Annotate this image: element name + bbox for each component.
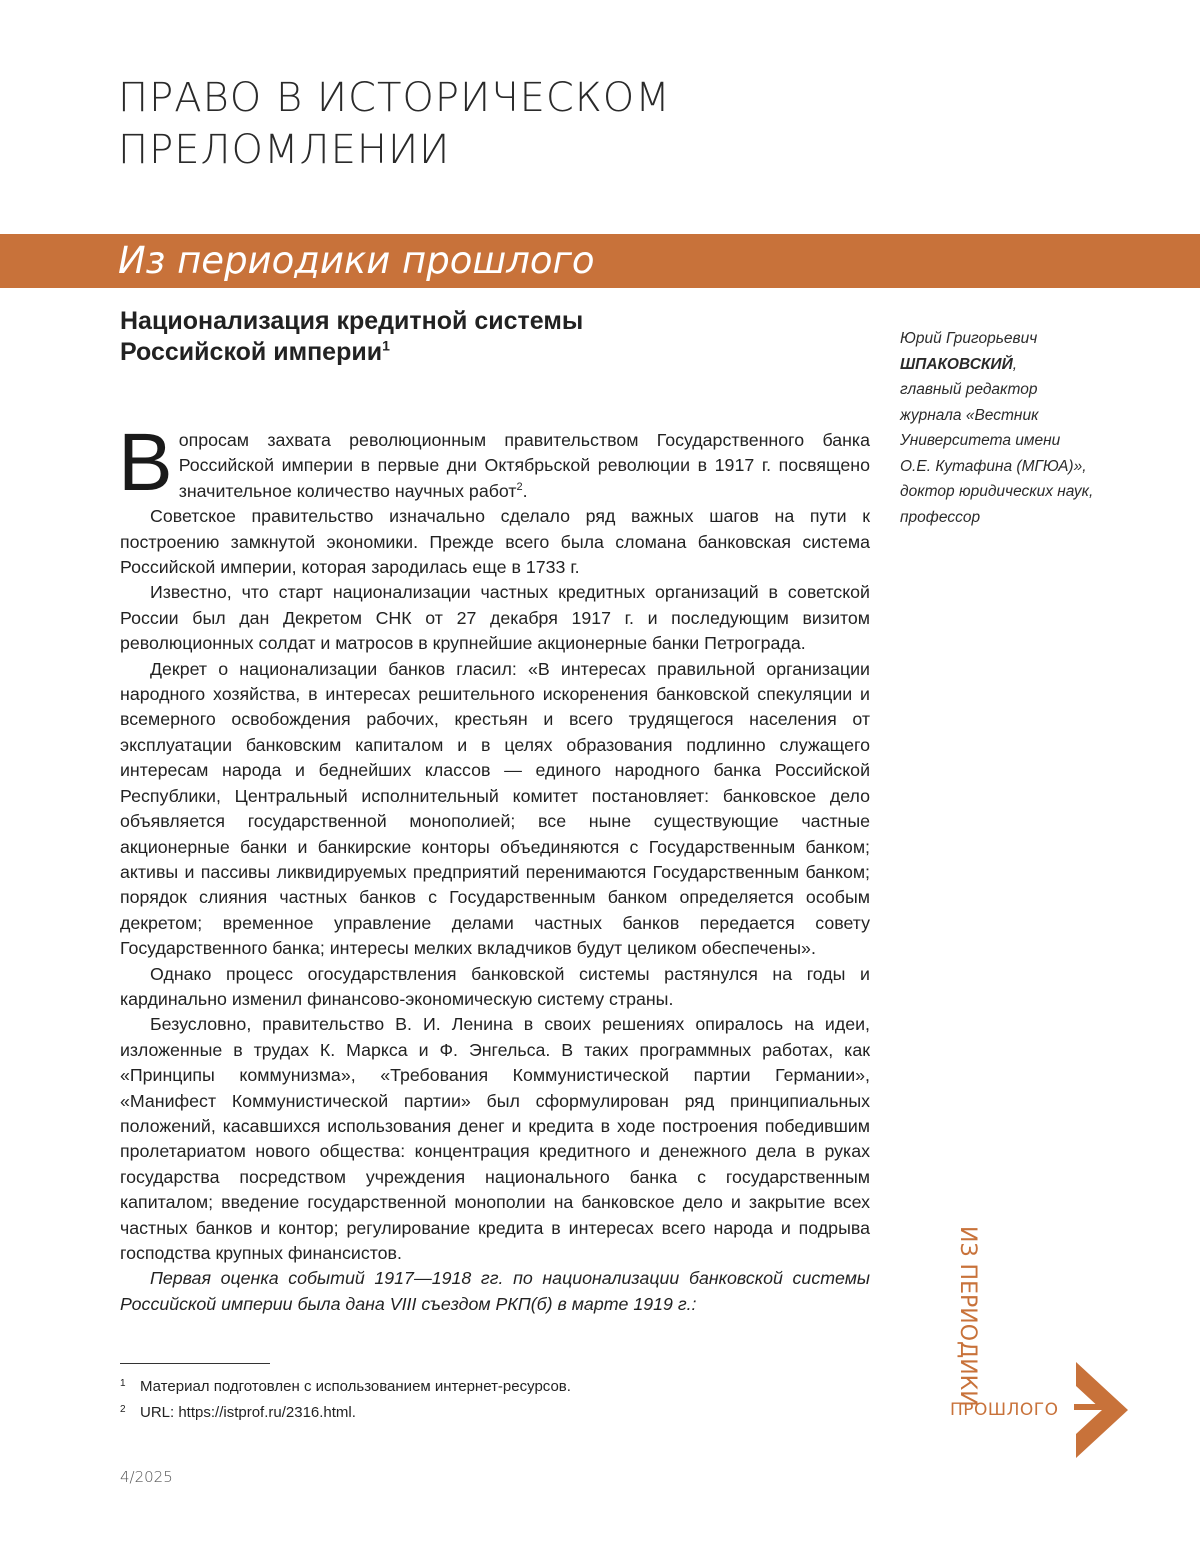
paragraph-1-end: . [522,480,528,501]
author-surname-suffix: , [1012,355,1018,373]
footnote-2 [120,1400,860,1426]
side-tab-vertical-label: ИЗ ПЕРИОДИКИ [955,1226,980,1407]
author-block [900,326,1130,530]
author-title: профессор [900,508,981,526]
paragraph-4: Декрет о национализации банков гласил: «В интересах правильной организации народного хозяйства, в интересах решительного искоренения банковской спекуляции и всемерного освобождения рабочих, крестьян и всего трудящегося населения от эксплуатации банковским капиталом и в целях образования подлинно служащего интересам народа и беднейших классов — единого народного банка Российской Республики, Центральный исполнительный комитет постановляет: банковское дело объявляется государственной монополией; все ныне существующие частные акционерные банки и банкирские конторы объединяются с Государственным банком; активы и пассивы ликвидируемых предприятий перенимаются Государственным банком; порядок слияния частных банков с Государственным банком определяется особым декретом; временное управление делами частных банков передается совету Государственного банка; интересы мелких вкладчиков будут целиком обеспечены». [120,658,870,959]
issue-number: 4/2025 [120,1468,173,1486]
paragraph-6: Безусловно, правительство В. И. Ленина в своих решениях опиралось на идеи, изложенные в трудах К. Маркса и Ф. Энгельса. В таких программных работах, как «Принципы коммунизма», «Требования Коммунистической партии Германии», «Манифест Коммунистической партии» был сформулирован ряд принципиальных положений, касавшихся использования денег и кредита в ходе построения победившим пролетариатом нового общества: концентрация кредитного и денежного дела в руках государства посредством учреждения национального банка с государственным капиталом; введение государственной монополии на банковское дело и закрытие всех частных банков и контор; регулирование кредита в интересах всего народа и подрыва господства крупных финансистов. [120,1014,870,1263]
author-surname: ШПАКОВСКИЙ [900,355,1013,373]
footnote-number: 1 [120,1378,126,1389]
journal-title-line1: ПРАВО В ИСТОРИЧЕСКОМ [118,75,671,121]
footnote-text: Материал подготовлен с использованием интернет-ресурсов. [140,1378,571,1395]
author-degree: доктор юридических наук, [900,483,1094,500]
drop-cap: В [118,417,173,508]
article-title-line1: Национализация кредитной системы [120,307,584,335]
author-surname-line [900,356,1017,373]
footnote-url[interactable]: URL: https://istprof.ru/2316.html. [140,1404,356,1421]
author-journal: журнала «Вестник [900,406,1039,424]
paragraph-1 [118,417,870,508]
paragraph-2: Советское правительство изначально сделало ряд важных шагов на пути к построению замкнутой экономики. Прежде всего была сломана банковская система Российской империи, которая зародилась еще в 1733 г. [120,506,870,578]
side-tab-vertical [952,1226,982,1407]
arrow-right-icon [1074,1360,1130,1460]
paragraph-1-text: опросам захвата революционным правительством Государственного банка Российской империи в первые дни Октябрьской революции в 1917 г. посвящено значительное количество научных работ [178,430,870,501]
author-university-name: О.Е. Кутафина (МГЮА)», [900,457,1087,475]
paragraph-5: Однако процесс огосударствления банковской системы растянулся на годы и кардинально изменил финансово-экономическую систему страны. [120,963,870,1009]
author-university: Университета имени [900,432,1061,449]
author-position: главный редактор [900,381,1038,398]
journal-title [118,72,671,176]
footnote-number: 2 [120,1404,126,1415]
footnote-divider [120,1363,270,1364]
article-body [118,417,870,1317]
footnote-ref-2[interactable]: 2 [516,480,523,493]
footnote-1 [120,1374,860,1400]
paragraph-3: Известно, что старт национализации частных кредитных организаций в советской России был дан Декретом СНК от 27 декабря 1917 г. и последующим визитом революционных солдат и матросов в крупнейшие акционерные банки Петрограда. [120,582,870,654]
section-label: Из периодики прошлого [118,239,595,282]
footnotes [120,1374,860,1426]
article-title-line2: Российской империи [120,338,383,366]
section-band [0,234,1200,288]
author-name: Юрий Григорьевич [900,330,1038,347]
journal-title-line2: ПРЕЛОМЛЕНИИ [118,127,451,173]
paragraph-7: Первая оценка событий 1917—1918 гг. по национализации банковской системы Российской империи была дана VIII съездом РКП(б) в марте 1919 г.: [120,1268,870,1314]
side-tab-horizontal-label: ПРОШЛОГО [950,1400,1059,1420]
article-title [120,306,860,368]
title-footnote-ref[interactable]: 1 [382,337,390,354]
